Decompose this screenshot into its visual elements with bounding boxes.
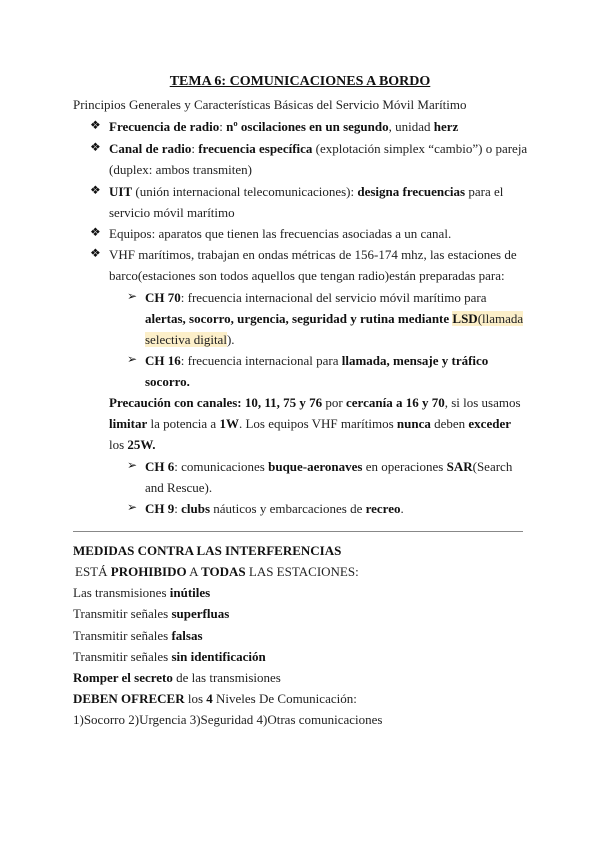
diamond-bullet-icon: ❖ [90, 225, 101, 239]
diamond-bullet-icon: ❖ [90, 246, 101, 260]
arrow-bullet-icon: ➢ [127, 352, 138, 366]
bullet-uit: UIT (unión internacional telecomunicaciones): designa frecuencias para el [109, 184, 504, 199]
ch6-item: CH 6: comunicaciones buque-aeronaves en operaciones SAR(Search [145, 459, 513, 474]
diamond-bullet-icon: ❖ [90, 140, 101, 154]
arrow-bullet-icon: ➢ [127, 289, 138, 303]
ch70-line3: selectiva digital). [145, 332, 235, 347]
ch16-item: CH 16: frecuencia internacional para llamada, mensaje y tráfico [145, 353, 489, 368]
medidas-item: Transmitir señales sin identificación [73, 649, 266, 664]
bullet-equipos: Equipos: aparatos que tienen las frecuencias asociadas a un canal. [109, 226, 452, 241]
ch9-item: CH 9: clubs náuticos y embarcaciones de recreo. [145, 501, 404, 516]
diamond-bullet-icon: ❖ [90, 118, 101, 132]
medidas-item: Transmitir señales superfluas [73, 606, 230, 621]
bullet-vhf: VHF marítimos, trabajan en ondas métricas de 156-174 mhz, las estaciones de [109, 247, 517, 262]
medidas-item: Transmitir señales falsas [73, 628, 203, 643]
page-title: TEMA 6: COMUNICACIONES A BORDO [169, 74, 431, 89]
subtitle: Principios Generales y Características Básicas del Servicio Móvil Marítimo [73, 97, 467, 112]
medidas-prohibido: ESTÁ PROHIBIDO A TODAS LAS ESTACIONES: [75, 564, 359, 579]
arrow-bullet-icon: ➢ [127, 500, 138, 514]
bullet-frecuencia: Frecuencia de radio: nº oscilaciones en un segundo, unidad herz [109, 119, 459, 134]
bullet-canal-line2: (duplex: ambos transmiten) [109, 162, 252, 177]
medidas-niveles: 1)Socorro 2)Urgencia 3)Seguridad 4)Otras comunicaciones [73, 712, 383, 727]
diamond-bullet-icon: ❖ [90, 183, 101, 197]
precaucion-line3: los 25W. [109, 437, 156, 452]
ch70-line2: alertas, socorro, urgencia, seguridad y rutina mediante LSD(llamada [145, 311, 524, 326]
medidas-item: Romper el secreto de las transmisiones [73, 670, 281, 685]
medidas-heading: MEDIDAS CONTRA LAS INTERFERENCIAS [73, 543, 342, 558]
section-divider [73, 531, 523, 532]
precaucion-line1: Precaución con canales: 10, 11, 75 y 76 por cercanía a 16 y 70, si los usamos [109, 395, 521, 410]
ch6-line2: and Rescue). [145, 480, 213, 495]
medidas-item: Las transmisiones inútiles [73, 585, 211, 600]
medidas-deben: DEBEN OFRECER los 4 Niveles De Comunicación: [73, 691, 357, 706]
bullet-canal: Canal de radio: frecuencia específica (explotación simplex “cambio”) o pareja [109, 141, 528, 156]
precaucion-line2: limitar la potencia a 1W. Los equipos VHF marítimos nunca deben exceder [109, 416, 511, 431]
ch16-line2: socorro. [145, 374, 190, 389]
bullet-uit-line2: servicio móvil marítimo [109, 205, 235, 220]
arrow-bullet-icon: ➢ [127, 458, 138, 472]
bullet-vhf-line2: barco(estaciones son todos aquellos que tengan radio)están preparadas para: [109, 268, 505, 283]
ch70-item: CH 70: frecuencia internacional del servicio móvil marítimo para [145, 290, 487, 305]
